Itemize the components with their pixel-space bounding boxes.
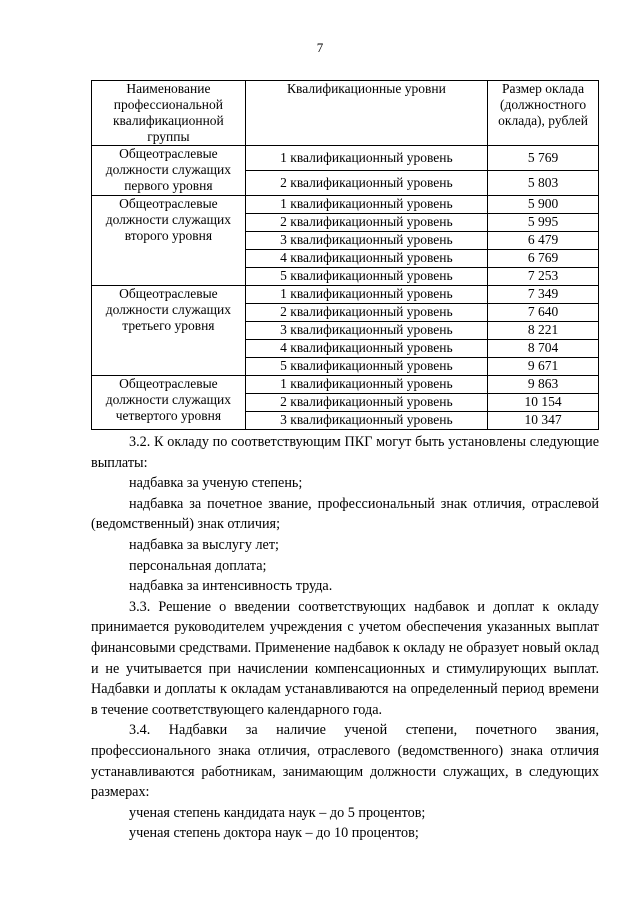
list-item: надбавка за выслугу лет;: [129, 536, 279, 553]
header-group-name: Наименование профессиональной квалификационной группы: [92, 81, 246, 146]
group-name: Общеотраслевые должности служащих четвертого уровня: [92, 376, 246, 430]
page-number: 7: [316, 40, 324, 55]
list-item: ученая степень кандидата наук – до 5 процентов;: [129, 804, 426, 821]
salary-table: [91, 80, 599, 430]
salary-cell: 6 769: [488, 250, 599, 268]
table-row: [92, 376, 599, 394]
salary-cell: 5 769: [488, 146, 599, 171]
list-item: надбавка за интенсивность труда.: [129, 578, 333, 595]
group-name: Общеотраслевые должности служащих третьего уровня: [92, 286, 246, 376]
paragraph-3-4: 3.4. Надбавки за наличие ученой степени, почетного звания, профессионального знака отличия, отраслевого (ведомственного) знака отличия устанавливаются работникам, занимающим должности служащих, в следующих размерах:: [91, 722, 599, 801]
salary-cell: 7 253: [488, 268, 599, 286]
level-cell: 3 квалификационный уровень: [245, 232, 487, 250]
level-cell: 3 квалификационный уровень: [245, 322, 487, 340]
salary-cell: 8 704: [488, 340, 599, 358]
salary-cell: 5 995: [488, 214, 599, 232]
level-cell: 2 квалификационный уровень: [245, 171, 487, 196]
salary-cell: 8 221: [488, 322, 599, 340]
table-row: [92, 146, 599, 171]
body-text: [91, 432, 599, 844]
level-cell: 1 квалификационный уровень: [245, 376, 487, 394]
list-item: ученая степень доктора наук – до 10 процентов;: [129, 825, 419, 842]
level-cell: 4 квалификационный уровень: [245, 250, 487, 268]
salary-cell: 9 671: [488, 358, 599, 376]
level-cell: 5 квалификационный уровень: [245, 358, 487, 376]
header-salary: Размер оклада (должностного оклада), рублей: [488, 81, 599, 146]
paragraph-3-3: 3.3. Решение о введении соответствующих надбавок и доплат к окладу принимается руководителем учреждения с учетом обеспечения указанных выплат финансовыми средствами. Применение надбавок к окладу не образует новый оклад и не учитывается при начислении компенсационных и стимулирующих выплат. Надбавки и доплаты к окладам устанавливаются на определенный период времени в течение соответствующего календарного года.: [91, 598, 599, 718]
level-cell: 4 квалификационный уровень: [245, 340, 487, 358]
salary-cell: 5 900: [488, 196, 599, 214]
level-cell: 1 квалификационный уровень: [245, 286, 487, 304]
level-cell: 2 квалификационный уровень: [245, 394, 487, 412]
table-header-row: [92, 81, 599, 146]
group-name: Общеотраслевые должности служащих первого уровня: [92, 146, 246, 196]
level-cell: 2 квалификационный уровень: [245, 304, 487, 322]
level-cell: 1 квалификационный уровень: [245, 196, 487, 214]
list-item: надбавка за ученую степень;: [129, 475, 303, 492]
paragraph-3-2: 3.2. К окладу по соответствующим ПКГ могут быть установлены следующие выплаты:: [91, 434, 599, 471]
salary-cell: 7 640: [488, 304, 599, 322]
header-levels: Квалификационные уровни: [245, 81, 487, 146]
salary-cell: 5 803: [488, 171, 599, 196]
level-cell: 3 квалификационный уровень: [245, 412, 487, 430]
level-cell: 2 квалификационный уровень: [245, 214, 487, 232]
list-item: надбавка за почетное звание, профессиональный знак отличия, отраслевой (ведомственный) знак отличия;: [91, 495, 599, 533]
salary-cell: 9 863: [488, 376, 599, 394]
table-row: [92, 286, 599, 304]
group-name: Общеотраслевые должности служащих второго уровня: [92, 196, 246, 286]
salary-cell: 10 347: [488, 412, 599, 430]
list-item: персональная доплата;: [129, 557, 267, 574]
salary-cell: 7 349: [488, 286, 599, 304]
level-cell: 1 квалификационный уровень: [245, 146, 487, 171]
salary-cell: 6 479: [488, 232, 599, 250]
level-cell: 5 квалификационный уровень: [245, 268, 487, 286]
salary-cell: 10 154: [488, 394, 599, 412]
table-row: [92, 196, 599, 214]
